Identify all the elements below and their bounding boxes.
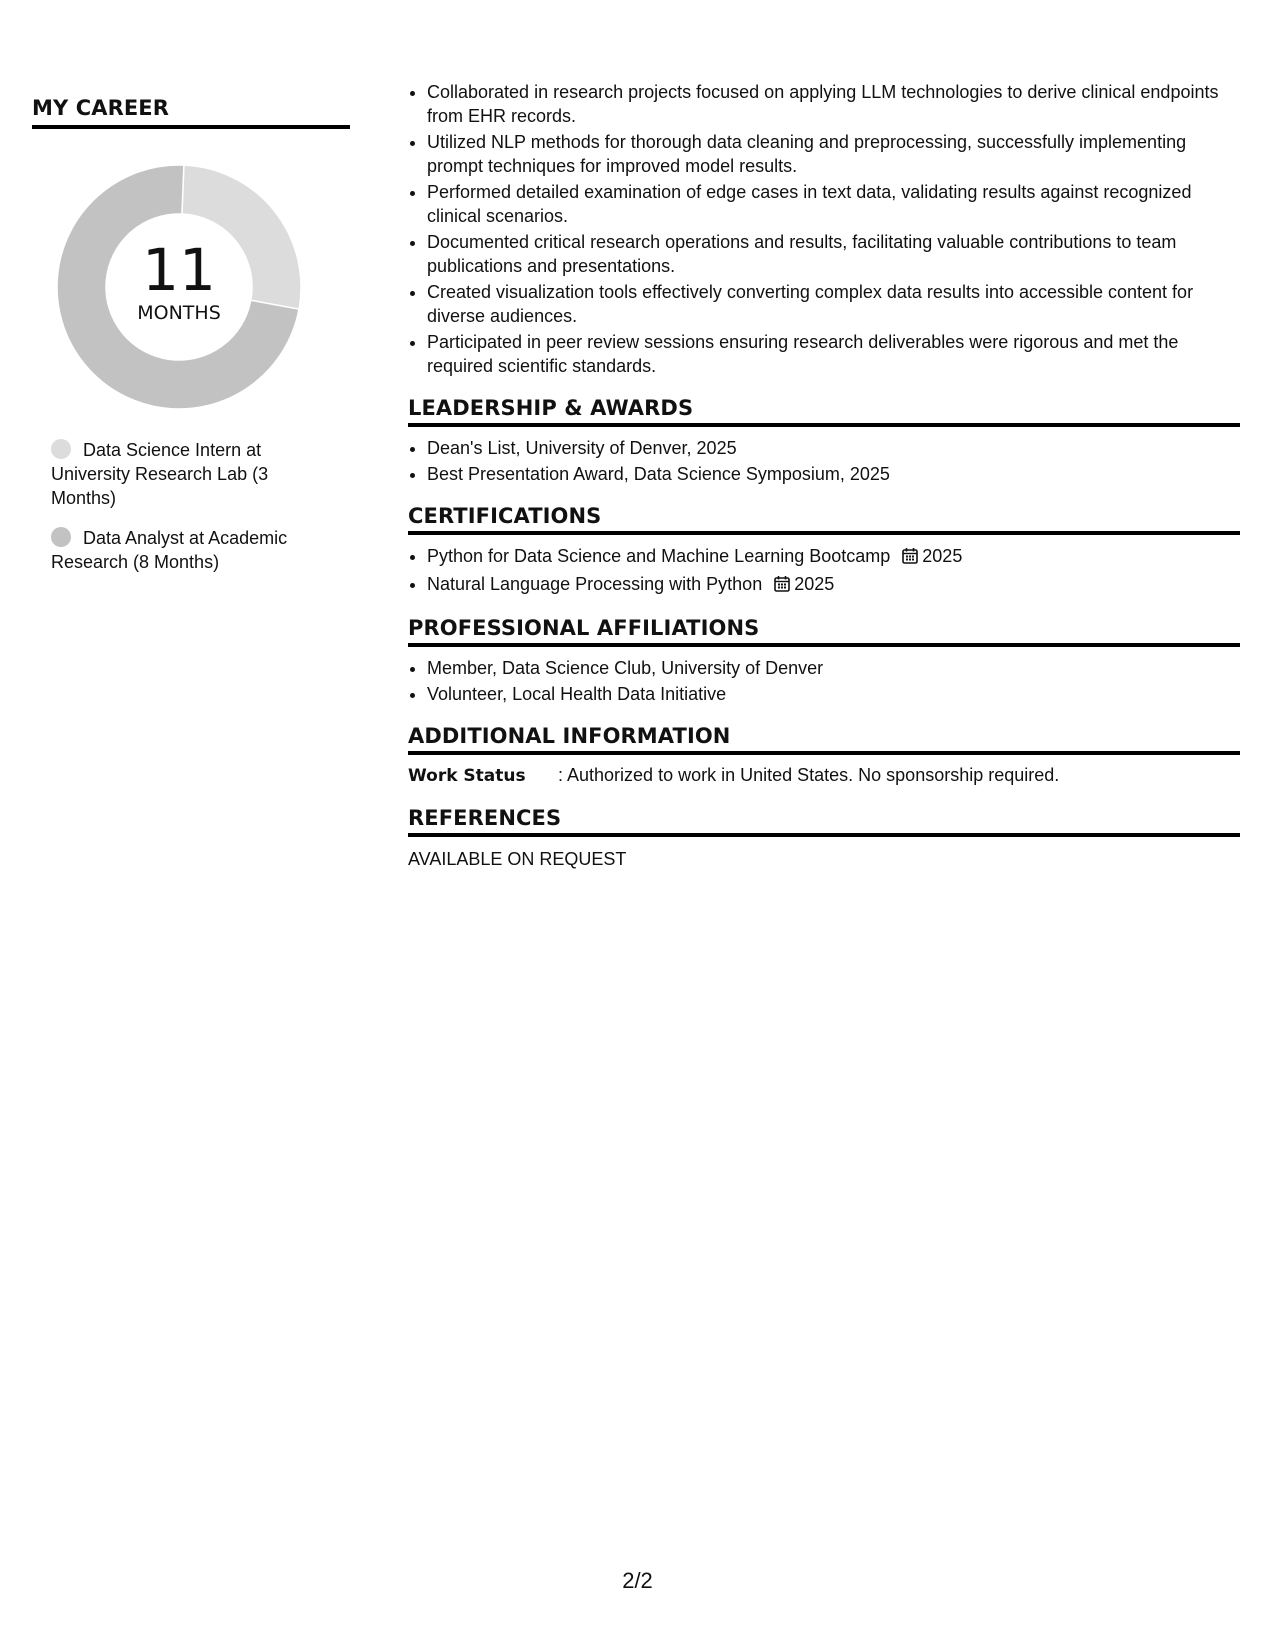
certification-name: Natural Language Processing with Python [427,574,763,594]
list-item: • Created visualization tools effectively converting complex data results into accessible content for diverse audiences. [427,280,1240,328]
legend-label: Data Analyst at Academic Research (8 Months) [51,528,288,572]
main-content [408,80,1240,871]
certification-year: 2025 [922,546,963,566]
career-donut-chart [54,162,304,412]
list-item: • Member, Data Science Club, University of Denver [427,656,1240,680]
references-title: REFERENCES [408,806,1240,837]
experience-bullets [408,80,1240,378]
total-months-value: 11 [142,236,216,304]
calendar-icon [774,574,790,598]
affiliations-title: PROFESSIONAL AFFILIATIONS [408,616,1240,647]
list-item [427,572,1240,598]
affiliations-list [408,656,1240,706]
list-item: • Collaborated in research projects focused on applying LLM technologies to derive clinical endpoints from EHR records. [427,80,1240,128]
legend-item [51,526,309,574]
additional-info-title: ADDITIONAL INFORMATION [408,724,1240,755]
list-item: • Participated in peer review sessions ensuring research deliverables were rigorous and met the required scientific standards. [427,330,1240,378]
certification-year: 2025 [794,574,835,594]
legend-dot [51,527,71,547]
page-number: 2/2 [622,1568,653,1593]
calendar-icon [902,546,918,570]
list-item: • Documented critical research operations and results, facilitating valuable contributions to team publications and presentations. [427,230,1240,278]
certifications-title: CERTIFICATIONS [408,504,1240,535]
leadership-list [408,436,1240,486]
certifications-list [408,544,1240,598]
legend-dot [51,439,71,459]
list-item: • Dean's List, University of Denver, 2025 [427,436,1240,460]
career-sidebar [32,96,350,590]
certification-name: Python for Data Science and Machine Learning Bootcamp [427,546,891,566]
list-item: • Performed detailed examination of edge cases in text data, validating results against recognized clinical scenarios. [427,180,1240,228]
list-item: • Volunteer, Local Health Data Initiative [427,682,1240,706]
legend-label: Data Science Intern at University Research Lab (3 Months) [51,440,269,508]
references-text: AVAILABLE ON REQUEST [408,849,627,869]
career-legend [51,438,309,574]
work-status-row [408,763,1240,788]
donut-center [54,162,304,412]
career-title: MY CAREER [32,96,350,129]
list-item [427,544,1240,570]
work-status-value: : Authorized to work in United States. No sponsorship required. [558,765,1060,785]
work-status-label: Work Status [408,766,526,786]
list-item: • Best Presentation Award, Data Science Symposium, 2025 [427,462,1240,486]
leadership-title: LEADERSHIP & AWARDS [408,396,1240,427]
total-months-unit: MONTHS [137,302,221,324]
list-item: • Utilized NLP methods for thorough data cleaning and preprocessing, successfully implementing prompt techniques for improved model results. [427,130,1240,178]
legend-item [51,438,309,510]
